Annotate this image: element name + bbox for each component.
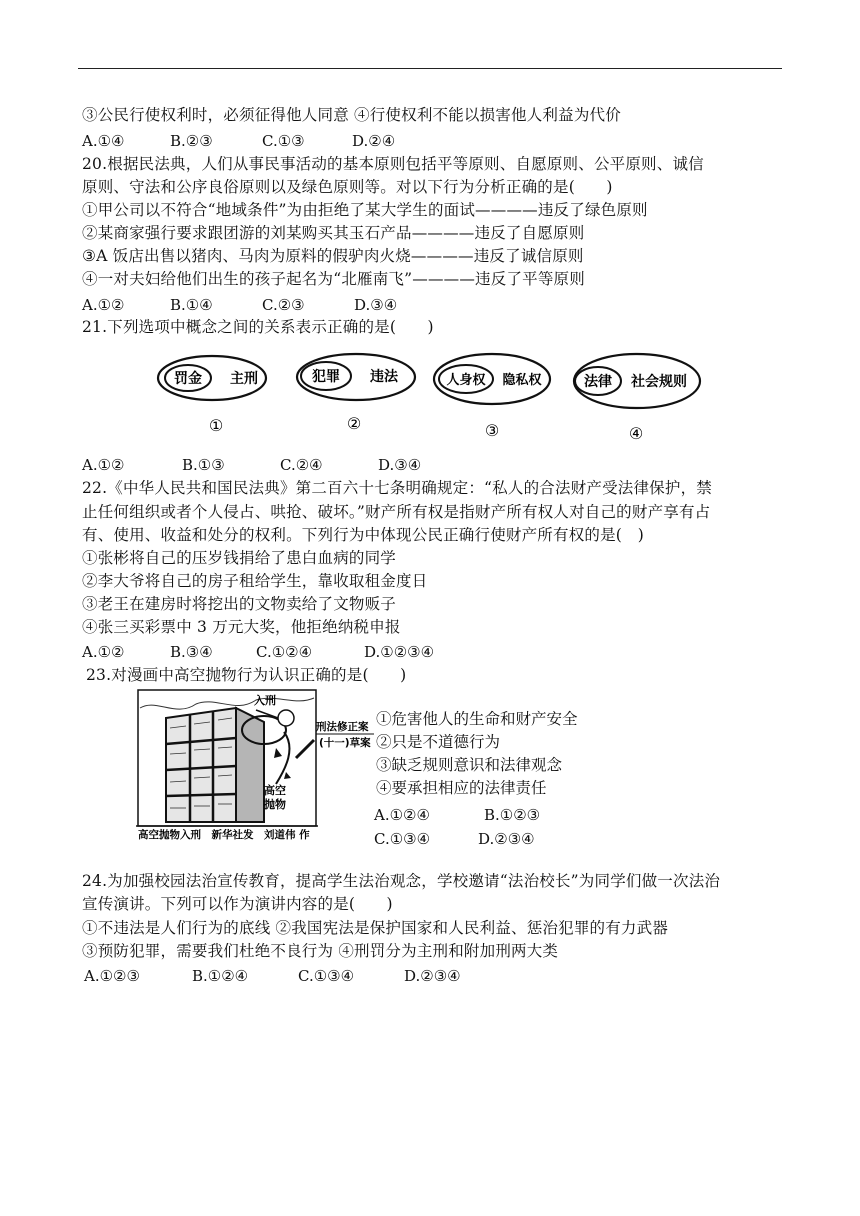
diagram-4-inner: 法律 — [584, 374, 612, 390]
q23-option-a[interactable]: A.①②④ — [374, 806, 430, 824]
q24-stem-line-1: 24.为加强校园法治宣传教育，提高学生法治观念，学校邀请“法治校长”为同学们做一次法治 — [82, 872, 721, 890]
cartoon-sign-line1: 刑法修正案 — [316, 721, 369, 733]
diagram-2-inner: 犯罪 — [312, 369, 340, 385]
q23-option-d[interactable]: D.②③④ — [478, 830, 535, 848]
q24-option-b[interactable]: B.①②④ — [192, 967, 249, 985]
q20-option-d[interactable]: D.③④ — [354, 296, 398, 314]
q22-option-d[interactable]: D.①②③④ — [364, 643, 435, 661]
q20-item-2: ②某商家强行要求跟团游的刘某购买其玉石产品————违反了自愿原则 — [82, 224, 585, 242]
q21-options — [82, 456, 421, 474]
q24-stem-line-2: 宣传演讲。下列可以作为演讲内容的是( ) — [82, 895, 393, 913]
q21-option-b[interactable]: B.①③ — [182, 456, 225, 474]
q20-item-3: ③A 饭店出售以猪肉、马肉为原料的假驴肉火烧————违反了诚信原则 — [82, 247, 584, 265]
cartoon-tag-ruxing: 入刑 — [254, 694, 276, 707]
q20-stem-line-1: 20.根据民法典，人们从事民事活动的基本原则包括平等原则、自愿原则、公平原则、诚信 — [82, 155, 704, 173]
diagram-4-outer: 社会规则 — [631, 374, 687, 390]
q22-item-1: ①张彬将自己的压岁钱捐给了患白血病的同学 — [82, 549, 397, 567]
diagram-3-number: ③ — [484, 421, 500, 440]
q23-options-row-1 — [374, 806, 540, 824]
q20-option-c[interactable]: C.②③ — [262, 296, 305, 314]
q20-stem-line-2: 原则、守法和公序良俗原则以及绿色原则等。对以下行为分析正确的是( ) — [82, 178, 613, 196]
q22-option-c[interactable]: C.①②④ — [256, 643, 313, 661]
q21-diagrams — [150, 348, 710, 448]
diagram-3-inner: 人身权 — [446, 373, 486, 388]
q20-option-b[interactable]: B.①④ — [170, 296, 213, 314]
q20-options — [82, 296, 397, 314]
cartoon-building-text2: 抛物 — [264, 798, 286, 811]
diagram-1 — [158, 356, 266, 435]
q19-options — [82, 132, 395, 150]
q20-option-a[interactable]: A.①② — [82, 296, 125, 314]
q23-item-2: ②只是不道德行为 — [376, 733, 501, 751]
header-rule — [78, 68, 782, 69]
q23-item-1: ①危害他人的生命和财产安全 — [376, 710, 578, 728]
cartoon-sign-line2: (十一)草案 — [319, 737, 371, 749]
q23-cartoon — [136, 688, 374, 843]
q24-statement-line-2: ③预防犯罪，需要我们杜绝不良行为 ④刑罚分为主刑和附加刑两大类 — [82, 942, 559, 960]
q19-option-c[interactable]: C.①③ — [262, 132, 305, 150]
q23-stem: 23.对漫画中高空抛物行为认识正确的是( ) — [86, 666, 407, 684]
diagram-1-inner: 罚金 — [174, 371, 202, 387]
q24-option-c[interactable]: C.①③④ — [298, 967, 355, 985]
diagram-3 — [434, 354, 550, 440]
q21-option-a[interactable]: A.①② — [82, 456, 125, 474]
diagram-4-number: ④ — [628, 424, 644, 443]
q20-item-4: ④一对夫妇给他们出生的孩子起名为“北雁南飞”————违反了平等原则 — [82, 270, 585, 288]
diagram-1-outer: 主刑 — [230, 371, 258, 387]
q22-option-b[interactable]: B.③④ — [170, 643, 213, 661]
cartoon-building-text1: 高空 — [264, 784, 286, 797]
diagram-2 — [297, 354, 415, 433]
q21-option-d[interactable]: D.③④ — [378, 456, 422, 474]
q22-options — [82, 643, 434, 661]
q24-option-d[interactable]: D.②③④ — [404, 967, 461, 985]
q23-item-4: ④要承担相应的法律责任 — [376, 779, 547, 797]
q24-statement-line-1: ①不违法是人们行为的底线 ②我国宪法是保护国家和人民利益、惩治犯罪的有力武器 — [82, 919, 669, 937]
diagram-2-outer: 违法 — [370, 369, 398, 385]
q22-item-2: ②李大爷将自己的房子租给学生，靠收取租金度日 — [82, 572, 428, 590]
q22-item-3: ③老王在建房时将挖出的文物卖给了文物贩子 — [82, 595, 397, 613]
q19-option-d[interactable]: D.②④ — [352, 132, 396, 150]
q19-statement-line: ③公民行使权利时，必须征得他人同意 ④行使权利不能以损害他人利益为代价 — [82, 106, 621, 124]
q24-options — [84, 967, 461, 985]
cartoon-caption: 高空抛物入刑 新华社发 刘道伟 作 — [138, 829, 310, 841]
diagram-1-number: ① — [208, 416, 224, 435]
q20-item-1: ①甲公司以不符合“地域条件”为由拒绝了某大学生的面试————违反了绿色原则 — [82, 201, 648, 219]
q22-stem-line-3: 有、使用、收益和处分的权利。下列行为中体现公民正确行使财产所有权的是( ) — [82, 526, 644, 544]
q22-option-a[interactable]: A.①② — [82, 643, 125, 661]
q22-item-4: ④张三买彩票中 3 万元大奖，他拒绝纳税申报 — [82, 618, 401, 636]
q24-option-a[interactable]: A.①②③ — [84, 967, 140, 985]
diagram-2-number: ② — [346, 414, 362, 433]
q19-option-a[interactable]: A.①④ — [82, 132, 125, 150]
q19-option-b[interactable]: B.②③ — [170, 132, 213, 150]
diagram-3-outer: 隐私权 — [502, 373, 542, 388]
q22-stem-line-1: 22.《中华人民共和国民法典》第二百六十七条明确规定：“私人的合法财产受法律保护，禁 — [82, 479, 712, 497]
q23-options-row-2 — [374, 830, 535, 848]
q23-item-3: ③缺乏规则意识和法律观念 — [376, 756, 563, 774]
q21-option-c[interactable]: C.②④ — [280, 456, 323, 474]
q23-option-b[interactable]: B.①②③ — [484, 806, 541, 824]
q23-option-c[interactable]: C.①③④ — [374, 830, 431, 848]
q22-stem-line-2: 止任何组织或者个人侵占、哄抢、破坏。”财产所有权是指财产所有权人对自己的财产享有占 — [82, 503, 711, 521]
q21-stem: 21.下列选项中概念之间的关系表示正确的是( ) — [82, 318, 434, 336]
diagram-4 — [574, 354, 700, 443]
